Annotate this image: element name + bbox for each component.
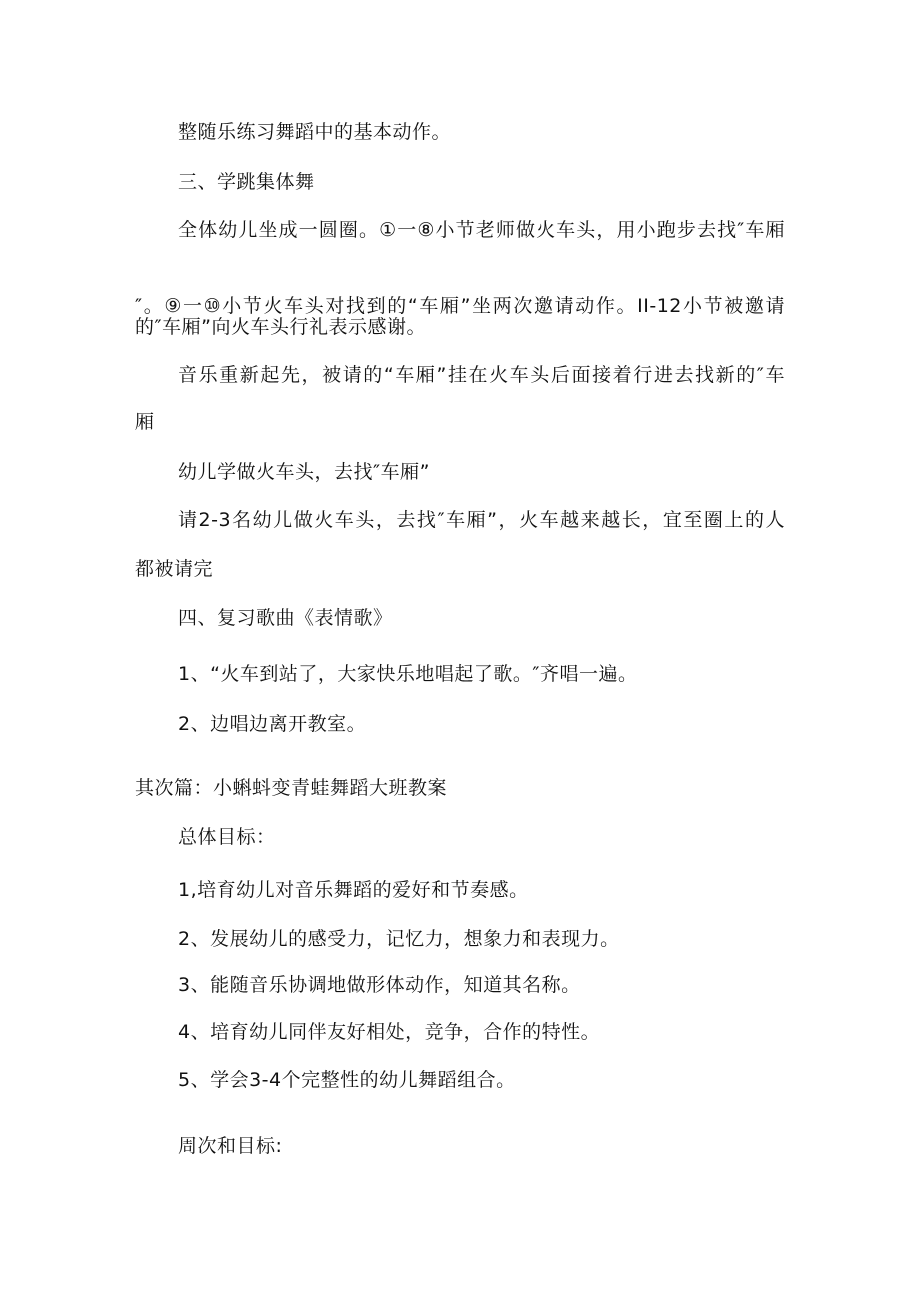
list-item: 5、学会3-4个完整性的幼儿舞蹈组合。 (178, 1069, 516, 1091)
section-heading: 三、学跳集体舞 (178, 171, 315, 193)
text-line: 音乐重新起先，被请的“车厢”挂在火车头后面接着行进去找新的″车 (178, 364, 785, 386)
text-line: 全体幼儿坐成一圆圈。①一⑧小节老师做火车头，用小跑步去找″车厢 (178, 219, 785, 241)
chapter-title: 其次篇：小蝌蚪变青蛙舞蹈大班教案 (135, 777, 448, 799)
list-item: 4、培育幼儿同伴友好相处，竞争，合作的特性。 (178, 1021, 601, 1043)
subheading: 周次和目标: (178, 1135, 283, 1157)
text-line: 都被请完 (135, 558, 214, 580)
text-line: 请2-3名幼儿做火车头，去找″车厢”，火车越来越长，宜至圈上的人 (178, 509, 785, 531)
text-line: 整随乐练习舞蹈中的基本动作。 (178, 121, 452, 143)
text-line: 幼儿学做火车头，去找″车厢” (178, 461, 430, 483)
subheading: 总体目标： (178, 826, 276, 848)
section-heading: 四、复习歌曲《表情歌》 (178, 607, 393, 629)
list-item: 2、边唱边离开教室。 (178, 713, 367, 735)
list-item: 2、发展幼儿的感受力，记忆力，想象力和表现力。 (178, 928, 620, 950)
list-item: 3、能随音乐协调地做形体动作，知道其名称。 (178, 974, 581, 996)
text-line: ″。⑨一⑩小节火车头对找到的“车厢”坐两次邀请动作。II-12小节被邀请 (135, 295, 785, 317)
list-item: 1,培育幼儿对音乐舞蹈的爱好和节奏感。 (178, 879, 529, 901)
text-line: 厢 (135, 411, 155, 433)
list-item: 1、“火车到站了，大家快乐地唱起了歌。″齐唱一遍。 (178, 663, 638, 685)
text-line: 的″车厢”向火车头行礼表示感谢。 (135, 316, 426, 338)
